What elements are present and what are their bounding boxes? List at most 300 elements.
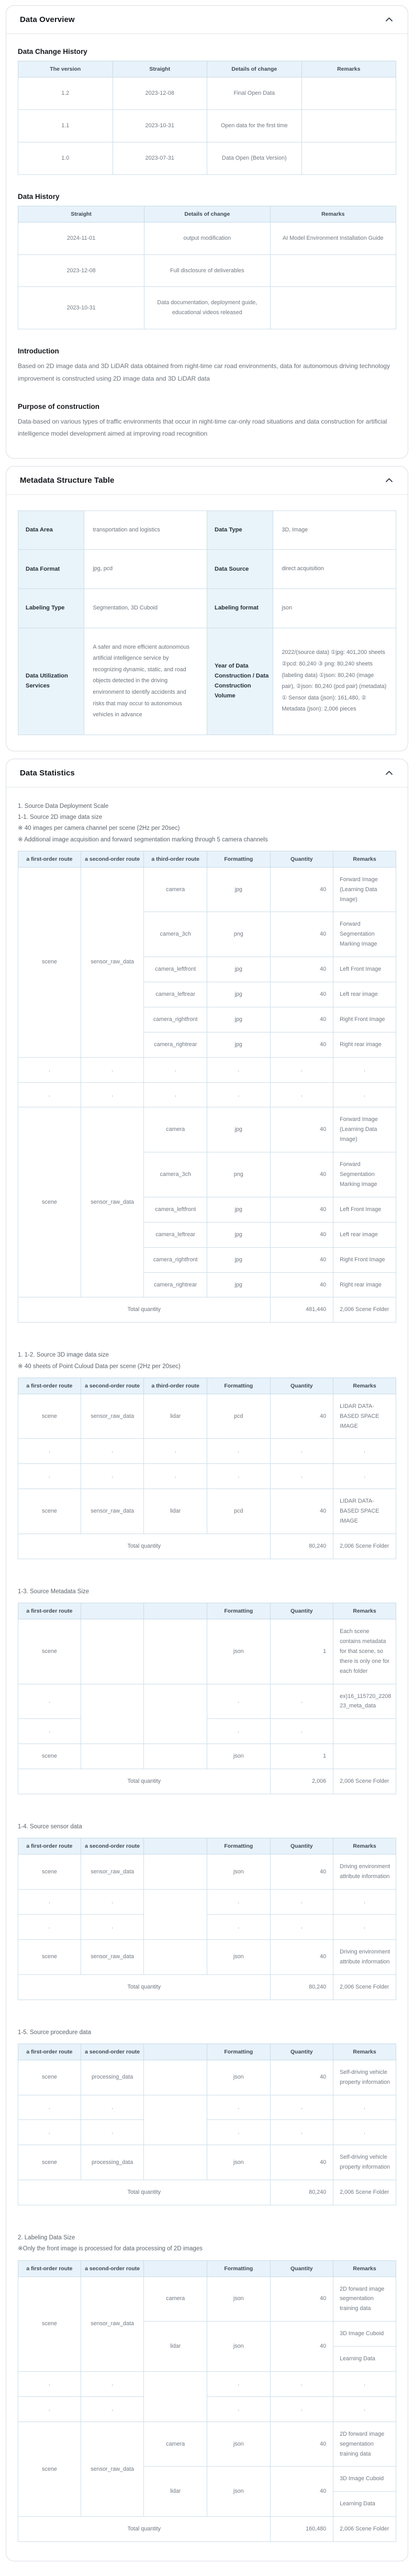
stat-heading: 1-4. Source sensor data (18, 1824, 82, 1830)
table-header-cell: a second-order route (81, 851, 144, 867)
table-header-cell: Quantity (270, 851, 333, 867)
table-cell: 2022/(source data) ①jpg: 401,200 sheets ②pcd: 80,240 ③ png: 80,240 sheets (labeling data) ①json: 80,240 (image pair), ②json: 80,240 (pcd pair) (metadata) ① Sensor data (json): 161,480, ② Metadata (json): 2,006 pieces (273, 628, 396, 735)
table-cell: 2,006 (270, 1769, 333, 1794)
table-cell: Data documentation, deployment guide, educational videos released (144, 287, 270, 329)
table-cell: jpg (207, 1007, 270, 1032)
table-cell: AI Model Environment Installation Guide (270, 222, 396, 254)
table-header-cell: Details of change (207, 61, 302, 77)
table-cell: transportation and logistics (84, 510, 207, 550)
data-change-history-table (18, 61, 396, 175)
table-header-cell: Remarks (270, 206, 396, 222)
table-header-cell: a third-order route (144, 1378, 207, 1394)
table-cell: 481,440 (270, 1297, 333, 1323)
table-cell: 40 (270, 1007, 333, 1032)
table-cell: 40 (270, 912, 333, 957)
table-cell: . (333, 1890, 396, 1915)
table-cell: pcd (207, 1394, 270, 1439)
table-cell: camera_leftfront (144, 1197, 207, 1222)
source-metadata-table (18, 1603, 396, 1794)
table-cell: Right Front Image (333, 1247, 396, 1272)
stat-section-metadata-size (18, 1586, 396, 1794)
table-cell: 40 (270, 1939, 333, 1974)
table-cell: 2,006 Scene Folder (333, 2180, 396, 2205)
table-header-cell (144, 1603, 207, 1619)
card-header-metadata-structure[interactable] (6, 467, 408, 495)
table-cell: . (81, 1914, 144, 1939)
data-table (18, 2044, 396, 2205)
card-title: Metadata Structure Table (20, 475, 115, 485)
section-data-history (18, 193, 396, 330)
table-cell: 40 (270, 1247, 333, 1272)
table-cell: . (18, 1890, 81, 1915)
table-cell: 40 (270, 1107, 333, 1152)
stat-section-2d-image (18, 801, 396, 1323)
section-heading: Data History (18, 192, 60, 201)
section-purpose (18, 403, 396, 440)
table-cell (81, 1619, 144, 1684)
table-cell (144, 1684, 207, 1744)
table-cell: . (18, 1684, 81, 1719)
table-cell: 160,480 (270, 2517, 333, 2542)
table-cell: 40 (270, 2422, 333, 2467)
table-cell: 1 (270, 1744, 333, 1769)
table-header-cell: The version (18, 61, 113, 77)
table-header-cell: a first-order route (18, 1603, 81, 1619)
table-cell (81, 1684, 144, 1744)
data-table (18, 1838, 396, 2000)
table-cell: . (207, 1439, 270, 1464)
data-table (18, 510, 396, 735)
table-cell: . (270, 2396, 333, 2422)
table-cell: lidar (144, 2322, 207, 2372)
table-cell: Total quantity (18, 1769, 271, 1794)
table-cell: Left Front Image (333, 1197, 396, 1222)
table-cell: 1.0 (18, 142, 113, 174)
table-cell: . (270, 1439, 333, 1464)
table-cell: Driving environment attribute information (333, 1939, 396, 1974)
table-header-cell: Formatting (207, 1838, 270, 1855)
table-cell: . (270, 1057, 333, 1082)
table-cell: 40 (270, 1394, 333, 1439)
table-cell: jpg (207, 957, 270, 982)
table-cell: json (207, 1619, 270, 1684)
table-cell: camera (144, 2422, 207, 2467)
table-cell: . (207, 2120, 270, 2145)
section-data-change-history (18, 48, 396, 175)
table-cell: 3D, Image (273, 510, 396, 550)
table-cell: . (81, 1464, 144, 1489)
table-header-cell: Remarks (301, 61, 396, 77)
table-cell: . (81, 2396, 144, 2422)
table-cell: LIDAR DATA-BASED SPACE IMAGE (333, 1489, 396, 1534)
table-cell: sensor_raw_data (81, 1855, 144, 1890)
table-cell: Data Type (207, 510, 273, 550)
table-cell: . (81, 2095, 144, 2120)
table-cell: 40 (270, 2277, 333, 2322)
table-header-cell: Formatting (207, 1378, 270, 1394)
table-cell: sensor_raw_data (81, 1489, 144, 1534)
source-procedure-table (18, 2044, 396, 2205)
card-data-statistics (6, 759, 408, 2561)
table-cell: json (207, 1744, 270, 1769)
table-cell: LIDAR DATA-BASED SPACE IMAGE (333, 1394, 396, 1439)
table-cell: . (18, 1914, 81, 1939)
table-cell: . (207, 1082, 270, 1107)
stat-note: ※Only the front image is processed for data processing of 2D images (18, 2246, 203, 2252)
card-metadata-structure (6, 466, 408, 751)
table-cell: . (270, 1890, 333, 1915)
stat-heading: 1-5. Source procedure data (18, 2029, 92, 2036)
introduction-text: Based on 2D image data and 3D LiDAR data obtained from night-time car road environments, data for autonomous driving technology improvement is constructed using 2D image data and 3D LiDAR data (18, 362, 390, 382)
table-cell: scene (18, 1939, 81, 1974)
table-cell: 80,240 (270, 2180, 333, 2205)
table-cell: lidar (144, 2467, 207, 2517)
table-cell: lidar (144, 1489, 207, 1534)
table-cell: . (81, 2371, 144, 2396)
table-cell (144, 1855, 207, 1890)
table-cell: 40 (270, 1032, 333, 1057)
table-cell: Learning Data (333, 2492, 396, 2517)
table-header-cell: a first-order route (18, 851, 81, 867)
table-cell: . (144, 1082, 207, 1107)
table-cell: Year of Data Construction / Data Construction Volume (207, 628, 273, 735)
table-cell: . (333, 2371, 396, 2396)
table-cell: 2,006 Scene Folder (333, 1769, 396, 1794)
table-cell: 40 (270, 1222, 333, 1247)
table-cell: 40 (270, 982, 333, 1007)
table-cell: sensor_raw_data (81, 1107, 144, 1297)
stat-section-labeling-data (18, 2233, 396, 2542)
table-cell: json (207, 1939, 270, 1974)
table-header-cell: a first-order route (18, 1838, 81, 1855)
stat-section-procedure-data (18, 2027, 396, 2206)
table-cell: . (18, 2396, 81, 2422)
table-cell: 40 (270, 2467, 333, 2517)
table-cell: 40 (270, 1855, 333, 1890)
table-cell: . (333, 1464, 396, 1489)
table-cell (144, 1619, 207, 1684)
table-cell (144, 2145, 207, 2180)
table-cell: jpg (207, 1197, 270, 1222)
table-cell (270, 287, 396, 329)
section-heading: Data Change History (18, 48, 87, 55)
table-header-cell: a second-order route (81, 1378, 144, 1394)
table-cell (333, 1744, 396, 1769)
table-cell: . (207, 1464, 270, 1489)
table-cell: camera_rightrear (144, 1272, 207, 1297)
table-cell (144, 1744, 207, 1769)
table-header-cell: Remarks (333, 2044, 396, 2060)
table-cell: camera (144, 867, 207, 912)
table-cell: Driving environment attribute information (333, 1855, 396, 1890)
table-cell: 2023-10-31 (18, 287, 144, 329)
chevron-up-icon[interactable] (384, 768, 394, 778)
table-cell: 2024-11-01 (18, 222, 144, 254)
table-cell: sensor_raw_data (81, 1939, 144, 1974)
table-cell: Self-driving vehicle property information (333, 2060, 396, 2095)
table-cell: 2,006 Scene Folder (333, 1974, 396, 2000)
table-cell (301, 77, 396, 110)
table-cell: 40 (270, 1197, 333, 1222)
table-cell (301, 142, 396, 174)
source-2d-image-table (18, 851, 396, 1323)
stat-heading: 1-1. Source 2D image data size (18, 814, 103, 820)
table-cell: 3D Image Cuboid (333, 2322, 396, 2347)
section-heading: Purpose of construction (18, 403, 100, 411)
table-cell: Segmentation, 3D Cuboid (84, 589, 207, 628)
table-cell: json (273, 589, 396, 628)
table-cell (144, 2060, 207, 2095)
table-header-cell: Remarks (333, 851, 396, 867)
table-cell: . (270, 2095, 333, 2120)
table-cell: . (81, 1082, 144, 1107)
table-cell: scene (18, 1855, 81, 1890)
table-header-cell: a first-order route (18, 2260, 81, 2277)
table-cell: . (333, 2095, 396, 2120)
table-cell: Labeling format (207, 589, 273, 628)
stat-heading: 1. Source Data Deployment Scale (18, 803, 109, 809)
table-cell: camera_rightfront (144, 1247, 207, 1272)
card-body (6, 495, 408, 751)
chevron-up-icon[interactable] (384, 475, 394, 485)
table-cell: . (333, 2396, 396, 2422)
table-cell: Right Front Image (333, 1007, 396, 1032)
stat-heading: 1-3. Source Metadata Size (18, 1588, 89, 1595)
chevron-up-icon[interactable] (384, 15, 394, 25)
stat-section-sensor-data (18, 1822, 396, 2000)
table-cell: json (207, 1855, 270, 1890)
table-header-cell: Remarks (333, 1603, 396, 1619)
table-header-cell (144, 1838, 207, 1855)
table-cell: 80,240 (270, 1974, 333, 2000)
table-header-cell: Quantity (270, 1838, 333, 1855)
table-header-cell: Remarks (333, 1838, 396, 1855)
table-cell: scene (18, 1619, 81, 1684)
table-cell: png (207, 912, 270, 957)
table-header-cell: a first-order route (18, 1378, 81, 1394)
table-cell: . (207, 1057, 270, 1082)
card-header-data-overview[interactable] (6, 6, 408, 34)
table-cell: . (270, 1082, 333, 1107)
table-cell: . (144, 1057, 207, 1082)
table-cell: ex)16_115720_220823_meta_data (333, 1684, 396, 1719)
table-header-cell (144, 2044, 207, 2060)
table-cell: . (18, 1464, 81, 1489)
table-header-cell: Quantity (270, 2044, 333, 2060)
table-cell: . (18, 1719, 81, 1744)
table-header-cell: Quantity (270, 1378, 333, 1394)
data-table (18, 851, 396, 1323)
table-cell: Forward Segmentation Marking Image (333, 1152, 396, 1197)
purpose-text: Data-based on various types of traffic environments that occur in night-time car-only road situations and data construction for artificial intelligence model development aimed at improving road recognition (18, 418, 387, 438)
table-cell: jpg (207, 1247, 270, 1272)
table-cell: scene (18, 2277, 81, 2371)
table-cell: processing_data (81, 2145, 144, 2180)
table-cell: 1.1 (18, 109, 113, 142)
table-cell: processing_data (81, 2060, 144, 2095)
table-cell: 2,006 Scene Folder (333, 1534, 396, 1559)
table-cell: . (333, 2120, 396, 2145)
table-cell: json (207, 2060, 270, 2095)
table-header-cell: a first-order route (18, 2044, 81, 2060)
table-cell: jpg (207, 867, 270, 912)
table-cell: Right rear image (333, 1032, 396, 1057)
table-cell: sensor_raw_data (81, 2422, 144, 2516)
table-cell: Final Open Data (207, 77, 302, 110)
table-cell: Forward Image (Learning Data Image) (333, 867, 396, 912)
table-cell: jpg (207, 1222, 270, 1247)
table-cell: Right rear image (333, 1272, 396, 1297)
card-header-data-statistics[interactable] (6, 759, 408, 787)
card-title: Data Statistics (20, 768, 75, 778)
table-cell: scene (18, 1489, 81, 1534)
table-header-cell: a second-order route (81, 2044, 144, 2060)
table-cell: Open data for the first time (207, 109, 302, 142)
table-cell (144, 2095, 207, 2145)
table-cell: Data Source (207, 550, 273, 589)
card-body (6, 787, 408, 2561)
table-cell: . (18, 2371, 81, 2396)
labeling-data-table (18, 2260, 396, 2542)
table-cell: camera_3ch (144, 912, 207, 957)
table-cell: sensor_raw_data (81, 1394, 144, 1439)
table-cell: . (18, 1082, 81, 1107)
stat-section-3d-image (18, 1350, 396, 1559)
table-cell (333, 1719, 396, 1744)
table-cell: . (207, 1914, 270, 1939)
section-heading: Introduction (18, 347, 59, 356)
table-cell: Labeling Type (18, 589, 84, 628)
table-cell: Data Open (Beta Version) (207, 142, 302, 174)
table-header-cell: Straight (18, 206, 144, 222)
table-cell: jpg (207, 1107, 270, 1152)
table-cell: 3D Image Cuboid (333, 2467, 396, 2492)
table-cell: . (81, 1057, 144, 1082)
table-header-cell: Remarks (333, 2260, 396, 2277)
data-table (18, 206, 396, 330)
table-cell: 2,006 Scene Folder (333, 2517, 396, 2542)
table-cell: 40 (270, 2060, 333, 2095)
table-cell: . (207, 1890, 270, 1915)
table-cell: . (18, 1057, 81, 1082)
table-cell: Full disclosure of deliverables (144, 254, 270, 287)
table-cell: Total quantity (18, 2180, 271, 2205)
table-cell: 40 (270, 1489, 333, 1534)
table-cell: output modification (144, 222, 270, 254)
table-cell: lidar (144, 1394, 207, 1439)
table-cell: Total quantity (18, 1297, 271, 1323)
table-cell: jpg (207, 982, 270, 1007)
table-header-cell (144, 2260, 207, 2277)
data-table (18, 2260, 396, 2542)
table-header-cell: Remarks (333, 1378, 396, 1394)
table-cell: direct acquisition (273, 550, 396, 589)
table-cell: 2,006 Scene Folder (333, 1297, 396, 1323)
card-body (6, 34, 408, 458)
table-cell: . (270, 1719, 333, 1744)
table-cell: jpg (207, 1032, 270, 1057)
table-cell: . (207, 1684, 270, 1719)
table-header-cell (81, 1603, 144, 1619)
table-cell: . (81, 1439, 144, 1464)
data-table (18, 1378, 396, 1559)
table-header-cell: Quantity (270, 1603, 333, 1619)
table-cell: camera_leftrear (144, 1222, 207, 1247)
table-cell: camera_leftrear (144, 982, 207, 1007)
table-cell: Learning Data (333, 2347, 396, 2372)
table-cell: camera_3ch (144, 1152, 207, 1197)
table-cell: Data Format (18, 550, 84, 589)
table-cell: Total quantity (18, 2517, 271, 2542)
table-cell (81, 1744, 144, 1769)
table-cell: . (270, 1464, 333, 1489)
table-cell: . (207, 2095, 270, 2120)
table-cell: Data Utilization Services (18, 628, 84, 735)
table-cell: scene (18, 867, 81, 1057)
metadata-table (18, 510, 396, 735)
table-cell: scene (18, 2145, 81, 2180)
table-cell: A safer and more efficient autonomous artificial intelligence service by recognizing dynamic, static, and road objects detected in the driving environment to identify accidents and risks that may occur to autonomous vehicles in advance (84, 628, 207, 735)
table-cell: 2023-07-31 (113, 142, 207, 174)
table-cell: Each scene contains metadata for that scene, so there is only one for each folder (333, 1619, 396, 1684)
table-cell: . (333, 1914, 396, 1939)
table-cell (144, 1939, 207, 1974)
table-cell: camera (144, 1107, 207, 1152)
stat-heading: 2. Labeling Data Size (18, 2235, 75, 2241)
table-header-cell: a second-order route (81, 1838, 144, 1855)
table-cell: . (81, 2120, 144, 2145)
table-cell: camera_rightrear (144, 1032, 207, 1057)
table-cell (144, 1890, 207, 1940)
table-cell: 40 (270, 1152, 333, 1197)
table-cell: . (270, 1914, 333, 1939)
table-cell: sensor_raw_data (81, 867, 144, 1057)
table-cell: . (18, 1439, 81, 1464)
table-cell: camera_leftfront (144, 957, 207, 982)
table-cell: Left rear image (333, 982, 396, 1007)
table-cell: json (207, 2422, 270, 2467)
table-cell: . (207, 2371, 270, 2396)
table-cell (270, 254, 396, 287)
table-header-cell: Formatting (207, 2044, 270, 2060)
section-introduction (18, 347, 396, 385)
table-cell: scene (18, 2060, 81, 2095)
table-cell: pcd (207, 1489, 270, 1534)
source-3d-image-table (18, 1378, 396, 1559)
table-cell: scene (18, 1394, 81, 1439)
table-cell: 40 (270, 867, 333, 912)
table-cell: . (270, 1684, 333, 1719)
table-cell: Forward Image (Learning Data Image) (333, 1107, 396, 1152)
table-cell: . (18, 2095, 81, 2120)
table-cell: . (144, 1464, 207, 1489)
table-cell: 1.2 (18, 77, 113, 110)
table-cell: camera_rightfront (144, 1007, 207, 1032)
table-header-cell: Details of change (144, 206, 270, 222)
table-cell: Data Area (18, 510, 84, 550)
stat-heading: 1. 1-2. Source 3D image data size (18, 1352, 109, 1359)
table-cell: Forward Segmentation Marking Image (333, 912, 396, 957)
table-cell: json (207, 2467, 270, 2517)
table-cell: 2D forward image segmentation training data (333, 2277, 396, 2322)
table-cell: 2023-12-08 (113, 77, 207, 110)
table-cell: 2D forward image segmentation training data (333, 2422, 396, 2467)
table-cell: . (18, 2120, 81, 2145)
table-header-cell: Quantity (270, 2260, 333, 2277)
table-cell: Total quantity (18, 1974, 271, 2000)
table-cell: 40 (270, 2145, 333, 2180)
table-cell: . (270, 2120, 333, 2145)
